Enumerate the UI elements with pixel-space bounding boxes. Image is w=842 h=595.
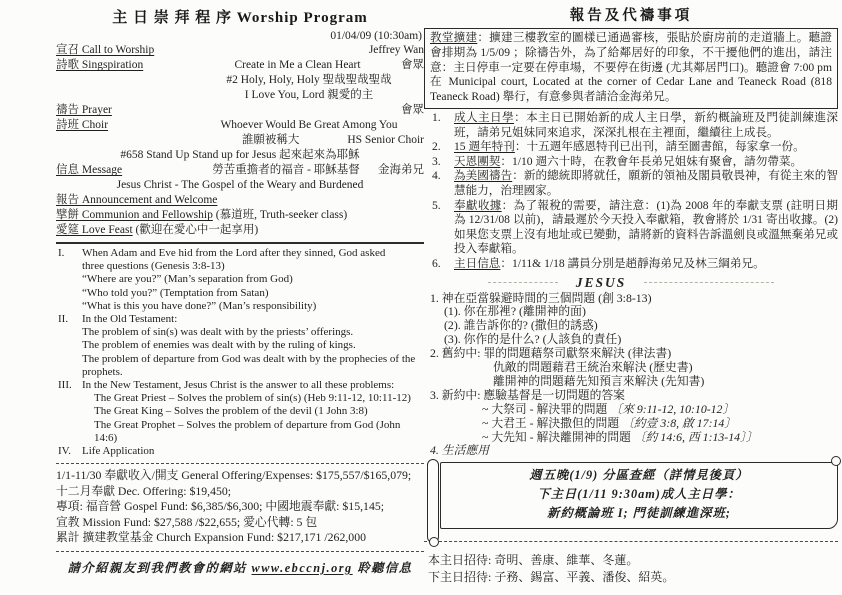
section-divider-dashed (424, 541, 838, 542)
announcement-number: 3. (432, 154, 441, 168)
service-datetime: 01/04/09 (10:30am) (330, 30, 422, 42)
outline-text: The Great Prophet – Solves the problem of departure from God (John 14:6) (94, 418, 401, 444)
footer-text: 聆聽信息 (352, 560, 413, 575)
program-item-content: Create in Me a Clean Heart (234, 59, 361, 71)
outline-text: ~ 大君王 - 解決撒但的問題 (482, 415, 623, 430)
program-item-label: 宣召 Call to Worship (56, 44, 155, 56)
announcement-label: 主日信息 (454, 256, 501, 270)
program-item-label: 詩歌 Singspiration (56, 59, 144, 71)
announcement-label: 成人主日學 (454, 110, 515, 124)
announcement-number: 5. (432, 198, 441, 212)
outline-text: The problem of departure from God was dealt with by the prophecies of the (82, 352, 416, 365)
outline-text: “Where are you?” (Man’s separation from God) (82, 273, 293, 286)
offering-line: 專項: 福音營 Gospel Fund: $6,385/$6,300; 中國地震奉獻: $15,145; (56, 499, 385, 514)
program-item-label: 信息 Message (56, 164, 123, 176)
announcement-item (424, 140, 838, 155)
outline-numeral: IV. (58, 445, 71, 458)
decorative-dash (488, 282, 558, 283)
announcement-item (424, 257, 838, 272)
offering-line: 十二月奉獻 Dec. Offering: $19,450; (56, 483, 232, 498)
outline-text: The problem of sin(s) was dealt with by the priests’ offerings. (82, 326, 354, 339)
announcement-list (424, 111, 838, 272)
program-row (56, 133, 424, 148)
program-row (56, 223, 424, 238)
program-item-label: 報告 Announcement and Welcome (56, 194, 218, 206)
program-row (56, 178, 424, 193)
offering-report (56, 468, 424, 546)
outline-point (56, 247, 424, 313)
sermon-outline-english (56, 247, 424, 458)
program-item-content: I Love You, Lord 親愛的主 (244, 89, 374, 101)
program-item-content: #2 Holy, Holy, Holy 聖哉聖哉聖哉 (226, 74, 392, 86)
program-item-content: Jesus Christ - The Gospel of the Weary and Burdened (116, 179, 364, 191)
scripture-reference: 〔約壹 3:8, 啟 17:14〕 (622, 415, 737, 430)
offering-line: 宣教 Mission Fund: $27,588 /$22,655; 愛心代轉: 5 包 (56, 514, 318, 529)
greeters-list (424, 552, 838, 585)
expansion-notice-box (424, 28, 838, 109)
upcoming-events-box (440, 462, 838, 529)
announcements-column (424, 4, 838, 585)
outline-numeral: I. (58, 247, 65, 259)
outline-text: ~ 大先知 - 解決離開神的問題 (482, 429, 634, 444)
program-item-person: Jeffrey Wan (368, 44, 424, 56)
program-list (56, 43, 424, 238)
section-divider (56, 242, 424, 244)
outline-point (56, 379, 424, 445)
page-title: 主 日 崇 拜 程 序 Worship Program (112, 10, 368, 26)
program-item-content: Whoever Would Be Great Among You (220, 119, 398, 131)
program-item-note: (歡迎在愛心中一起享用) (132, 224, 259, 236)
announcements-title: 報告及代禱事項 (569, 8, 693, 24)
outline-text: When Adam and Eve hid from the Lord after they sinned, God asked (82, 247, 386, 259)
decorative-dash (644, 282, 774, 283)
event-line: 新約概論班 I; 門徒訓練進深班; (547, 506, 731, 521)
program-row (56, 103, 424, 118)
greeters-line: 下主日招待: 子務、錫富、平義、潘俊、紹英。 (428, 569, 675, 584)
program-row (56, 193, 424, 208)
offering-line: 1/1-11/30 奉獻收入/開支 General Offering/Expenses: $175,557/$165,079; (56, 468, 412, 483)
outline-text: 3. 新約中: 應驗基督是一切問題的答案 (430, 387, 625, 402)
announcement-text: ：1/11& 1/18 講員分別是趙靜海弟兄及林三綱弟兄。 (500, 256, 765, 270)
announcement-number: 1. (432, 110, 441, 124)
greeters-line: 本主日招待: 奇明、善康、維華、冬蓮。 (428, 553, 639, 568)
program-item-person: 金海弟兄 (378, 164, 424, 176)
announcement-item (424, 169, 838, 198)
program-item-label: 愛筵 Love Feast (56, 224, 133, 236)
outline-text: ~ 大祭司 - 解決罪的問題 (482, 401, 611, 416)
program-item-note: (慕道班, Truth-seeker class) (212, 209, 348, 221)
outline-point-with-ref (482, 403, 838, 417)
announcement-text: ：十五週年感恩特刊已出刊，請至圖書館，每家拿一份。 (514, 140, 805, 154)
outline-point-with-ref (482, 417, 838, 431)
outline-text: Life Application (82, 445, 155, 458)
event-line: 週五晚(1/9) 分區查經（詳情見後頁） (529, 468, 749, 483)
announcement-text: ：1/10 週六十時，在教會年長弟兄姐妹有聚會，請勿帶菜。 (500, 154, 803, 168)
announcement-number: 2. (432, 140, 441, 154)
event-line: 下主日(1/11 9:30am)成人主日學： (537, 487, 741, 502)
outline-text: prophets. (82, 365, 123, 378)
program-row (56, 58, 424, 73)
program-row (56, 208, 424, 223)
announcement-item (424, 155, 838, 170)
scripture-reference: 〔來 9:11-12, 10:10-12〕 (610, 401, 735, 416)
outline-text: In the New Testament, Jesus Christ is the answer to all these problems: (82, 379, 395, 392)
announcement-text: ：新的總統即將就任，願新的領袖及閣員敬畏神，有從主來的智慧能力，治理國家。 (454, 169, 838, 197)
program-row (56, 88, 424, 103)
section-divider-dashed (56, 463, 424, 464)
scroll-curl-decoration (427, 459, 439, 543)
outline-text: 仇敵的問題藉君王統治來解決 (歷史書) (493, 360, 693, 375)
announcement-text: ：本主日已開始新的成人主日學，新約概論班及門徒訓練進深班，請弟兄姐妹同來追求，深深扎根在主裡面，繼續往上成長。 (454, 110, 838, 139)
jesus-heading-row (424, 275, 838, 291)
offering-line: 累計 擴建教堂基金 Church Expansion Fund: $217,171 /262,000 (56, 530, 366, 545)
announcement-label: 奉獻收據 (454, 198, 502, 212)
outline-numeral: III. (58, 379, 72, 392)
outline-text: (2). 誰告訴你的? (撒但的誘惑) (444, 318, 598, 333)
announcement-label: 天恩團契 (454, 154, 501, 168)
announcement-number: 4. (432, 169, 441, 183)
announcement-item (424, 111, 838, 140)
program-row (56, 118, 424, 133)
jesus-heading: JESUS (575, 274, 627, 290)
upcoming-events-scroll (440, 462, 838, 529)
outline-numeral: II. (58, 313, 69, 326)
website-invitation (56, 558, 424, 576)
outline-text: 1. 神在亞當躲避時間的三個問題 (創 3:8-13) (430, 290, 652, 305)
outline-text: The problem of enemies was dealt with by the ruling of kings. (82, 339, 356, 352)
outline-text: (1). 你在那裡? (離開神的面) (444, 304, 586, 319)
outline-text: three questions (Genesis 3:8-13) (82, 260, 225, 273)
program-item-content: #658 Stand Up Stand up for Jesus 起來起來為耶穌 (120, 149, 360, 161)
outline-text: “What is this you have done?” (Man’s responsibility) (82, 299, 317, 312)
outline-text: In the Old Testament: (82, 313, 178, 326)
program-row (56, 148, 424, 163)
outline-text: 2. 舊約中: 罪的問題藉祭司獻祭來解決 (律法書) (430, 346, 672, 361)
program-item-label: 禱告 Prayer (56, 104, 112, 116)
program-row (56, 73, 424, 88)
worship-program-column (56, 6, 424, 576)
announcement-text: ：為了報稅的需要，請注意：(1)為 2008 年的奉獻支票 (註明日期為 12/31/08 以前)，請最遲於今天投入奉獻箱，教會將於 1/31 寄出收據。(2)如果您支票上沒有地址或已變動，請將新的資料告訴溫劍良或溫無棄弟兄或投入奉獻箱。 (454, 198, 838, 256)
program-item-person: 會眾 (401, 59, 424, 71)
outline-text: “Who told you?” (Temptation from Satan) (82, 286, 269, 299)
program-item-label: 擘餅 Communion and Fellowship (56, 209, 213, 221)
program-item-content: 勞苦重擔者的福音 - 耶穌基督 (212, 164, 360, 176)
notice-label: 教堂擴建 (430, 31, 478, 44)
section-divider-dashed (56, 551, 424, 552)
scripture-reference: 〔約 14:6, 西 1:13-14〕〕 (633, 429, 758, 444)
website-link[interactable]: www.ebccnj.org (251, 560, 353, 575)
scroll-pin-decoration (831, 456, 841, 466)
outline-point (56, 445, 424, 458)
outline-point-with-ref (482, 431, 838, 445)
program-row (56, 163, 424, 178)
announcement-item (424, 199, 838, 257)
program-item-content: 誰願被稱大 (241, 134, 300, 146)
announcement-label: 為美國禱告 (454, 169, 513, 183)
outline-text: 離開神的問題藉先知預言來解決 (先知書) (493, 373, 705, 388)
sermon-outline-chinese (424, 292, 838, 459)
footer-text: 請介紹親友到我們教會的網站 (67, 560, 252, 575)
program-item-label: 詩班 Choir (56, 119, 109, 131)
program-item-content (194, 43, 369, 58)
notice-text: ：擴建三樓教室的圖樣已通過審核，張貼於廚房前的走道牆上。聽證會排期為 1/5/09 ；除禱告外，為了給鄰居好的印象，不干擾他們的進出，請注意：主日停車一定要在停車場，不要停在街邊 (尤其鄰居門口)。聽證會 7:00 pm 在 Municipal court, Located at the corner of Cedar Lane and Teaneck Road (818 Teaneck Road) 舉行，有意參與者請洽金海弟兄。 (430, 31, 832, 104)
program-row (56, 43, 424, 58)
outline-text: (3). 你作的是什么? (人該負的責任) (444, 332, 622, 347)
announcement-number: 6. (432, 256, 441, 270)
program-item-person: HS Senior Choir (347, 134, 424, 146)
program-item-content (194, 103, 401, 118)
program-item-person: 會眾 (401, 104, 424, 116)
outline-text: The Great King – Solves the problem of the devil (1 John 3:8) (94, 405, 368, 418)
outline-point (56, 313, 424, 379)
scroll-curl-dot (429, 537, 439, 547)
outline-text: 4. 生活應用 (430, 443, 489, 458)
outline-text: The Great Priest – Solves the problem of sin(s) (Heb 9:11-12, 10:11-12) (94, 392, 411, 405)
announcement-label: 15 週年特刊 (454, 140, 515, 154)
